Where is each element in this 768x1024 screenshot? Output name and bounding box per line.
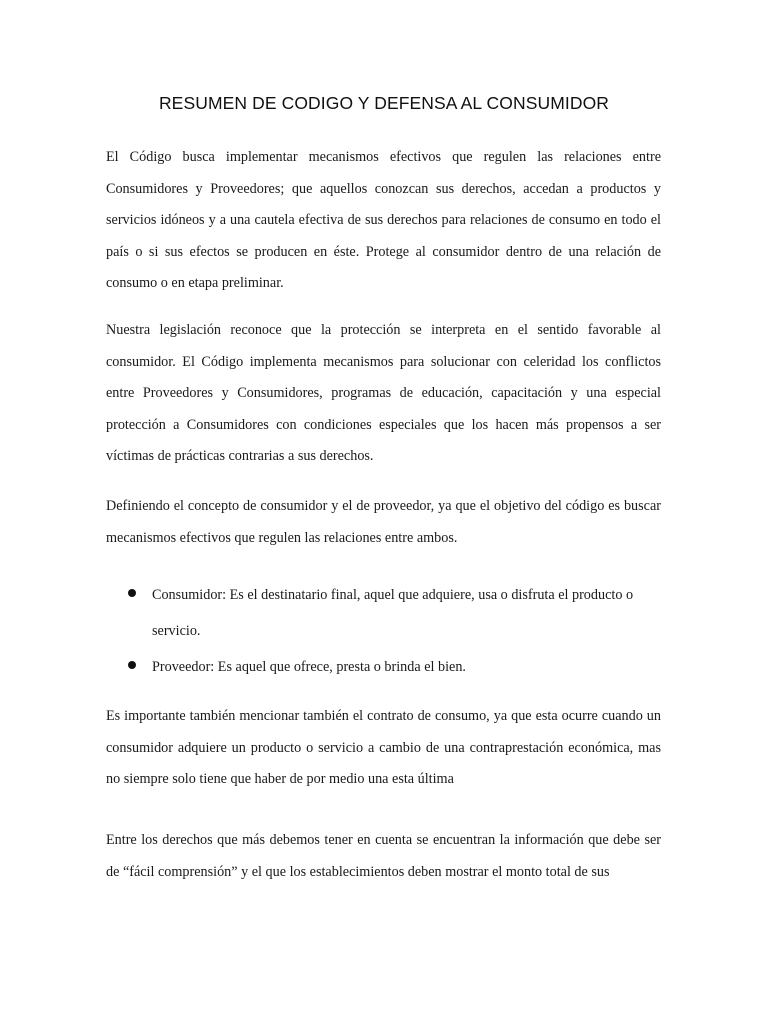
paragraph-intro: El Código busca implementar mecanismos efectivos que regulen las relaciones entre Consumidores y Proveedores; que aquellos conozcan sus derechos, accedan a productos y servicios idóneos y a una cautela efectiva de sus derechos para relaciones de consumo en todo el país o si sus efectos se producen en éste. Protege al consumidor dentro de una relación de consumo o en etapa preliminar.	[106, 149, 661, 291]
list-item-proveedor	[128, 649, 668, 685]
page-title: RESUMEN DE CODIGO Y DEFENSA AL CONSUMIDOR	[158, 93, 610, 113]
paragraph-definitions: Definiendo el concepto de consumidor y el de proveedor, ya que el objetivo del código es buscar mecanismos efectivos que regulen las relaciones entre ambos.	[106, 498, 661, 546]
paragraph-contract: Es importante también mencionar también el contrato de consumo, ya que esta ocurre cuando un consumidor adquiere un producto o servicio a cambio de una contraprestación económica, mas no siempre solo tiene que haber de por medio una esta última	[106, 708, 661, 787]
bullet-dot-icon	[128, 661, 136, 669]
list-item-text: Consumidor: Es el destinatario final, aquel que adquiere, usa o disfruta el producto o servicio.	[152, 587, 634, 639]
paragraph-rights: Entre los derechos que más debemos tener en cuenta se encuentran la información que debe ser de “fácil comprensión” y el que los establecimientos deben mostrar el monto total de sus	[106, 832, 661, 880]
definition-list	[128, 577, 668, 685]
list-item-text: Proveedor: Es aquel que ofrece, presta o brinda el bien.	[152, 659, 466, 675]
list-item-consumidor	[128, 577, 668, 649]
paragraph-legislation: Nuestra legislación reconoce que la protección se interpreta en el sentido favorable al consumidor. El Código implementa mecanismos para solucionar con celeridad los conflictos entre Proveedores y Consumidores, programas de educación, capacitación y una especial protección a Consumidores con condiciones especiales que los hacen más propensos a ser víctimas de prácticas contrarias a sus derechos.	[106, 322, 661, 464]
bullet-dot-icon	[128, 589, 136, 597]
